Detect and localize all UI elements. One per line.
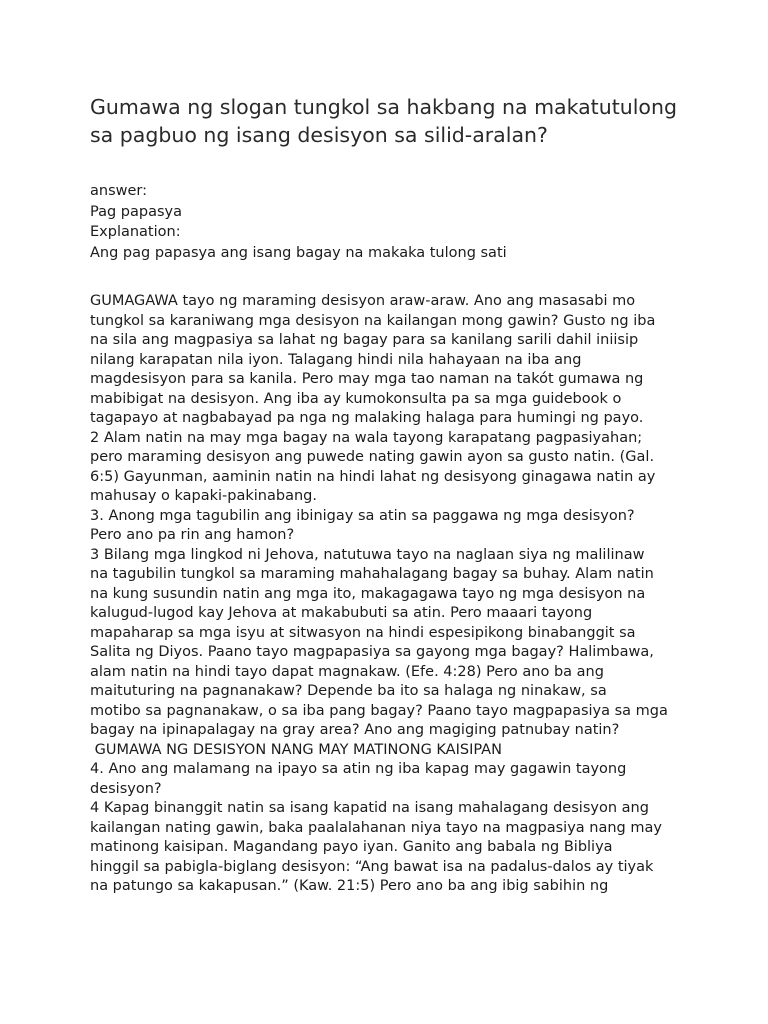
title-line: Gumawa ng slogan tungkol sa hakbang na makatutulong bbox=[90, 95, 677, 119]
explanation-text: Ang pag papasya ang isang bagay na makaka tulong sati bbox=[90, 244, 507, 261]
explanation-label: Explanation: bbox=[90, 224, 181, 240]
body-line: alam natin na hindi tayo dapat magnakaw. (Efe. 4:28) Pero ano ba ang bbox=[90, 663, 604, 680]
body-text bbox=[90, 292, 750, 897]
body-line: 2 Alam natin na may mga bagay na wala tayong karapatang pagpasiyahan; bbox=[90, 429, 643, 446]
body-line: kailangan nating gawin, baka paalalahanan niya tayo na magpasiya nang may bbox=[90, 819, 662, 836]
body-line: 6:5) Gayunman, aaminin natin na hindi lahat ng desisyong ginagawa natin ay bbox=[90, 468, 656, 485]
body-line: matinong kaisipan. Magandang payo iyan. Ganito ang babala ng Bibliya bbox=[90, 839, 613, 855]
body-line: 3. Anong mga tagubilin ang ibinigay sa atin sa paggawa ng mga desisyon? bbox=[90, 507, 635, 524]
body-line: mahusay o kapaki-pakinabang. bbox=[90, 488, 317, 504]
body-line: kalugud-lugod kay Jehova at makabubuti sa atin. Pero maaari tayong bbox=[90, 605, 593, 621]
question-title bbox=[90, 93, 730, 149]
body-line: na tagubilin tungkol sa maraming mahahalagang bagay sa buhay. Alam natin bbox=[90, 566, 654, 582]
body-line: pero maraming desisyon ang puwede nating gawin ayon sa gusto natin. (Gal. bbox=[90, 449, 655, 465]
body-line: desisyon? bbox=[90, 780, 162, 797]
body-line: Pero ano pa rin ang hamon? bbox=[90, 527, 295, 543]
body-line: mapaharap sa mga isyu at sitwasyon na hindi espesipikong binabanggit sa bbox=[90, 624, 636, 641]
body-line: maituturing na pagnanakaw? Depende ba ito sa halaga ng ninakaw, sa bbox=[90, 683, 607, 699]
body-line: GUMAGAWA tayo ng maraming desisyon araw-araw. Ano ang masasabi mo bbox=[90, 293, 636, 309]
body-line: Salita ng Diyos. Paano tayo magpapasiya sa gayong mga bagay? Halimbawa, bbox=[90, 644, 654, 660]
body-line: tagapayo at nagbabayad pa nga ng malaking halaga para humingi ng payo. bbox=[90, 410, 644, 426]
body-line: mabibigat na desisyon. Ang iba ay kumokonsulta pa sa mga guidebook o bbox=[90, 390, 622, 407]
title-line: sa pagbuo ng isang desisyon sa silid-aralan? bbox=[90, 123, 548, 147]
body-line: GUMAWA NG DESISYON NANG MAY MATINONG KAISIPAN bbox=[90, 741, 502, 758]
body-line: 4 Kapag binanggit natin sa isang kapatid na isang mahalagang desisyon ang bbox=[90, 800, 649, 816]
body-line: na kung susundin natin ang mga ito, makagagawa tayo ng mga desisyon na bbox=[90, 585, 646, 602]
body-line: motibo sa pagnanakaw, o sa iba pang bagay? Paano tayo magpapasiya sa mga bbox=[90, 702, 668, 719]
body-line: bagay na ipinapalagay na gray area? Ano ang magiging patnubay natin? bbox=[90, 722, 620, 738]
answer-section bbox=[90, 181, 730, 263]
body-line: tungkol sa karaniwang mga desisyon na kailangan mong gawin? Gusto ng iba bbox=[90, 312, 656, 329]
body-line: nilang karapatan nila iyon. Talagang hindi nila hahayaan na iba ang bbox=[90, 351, 582, 368]
body-line: magdesisyon para sa kanila. Pero may mga tao naman na takót gumawa ng bbox=[90, 371, 644, 387]
body-line: 3 Bilang mga lingkod ni Jehova, natutuwa tayo na naglaan siya ng malilinaw bbox=[90, 546, 645, 563]
answer-label: answer: bbox=[90, 183, 148, 199]
body-line: 4. Ano ang malamang na ipayo sa atin ng iba kapag may gagawin tayong bbox=[90, 761, 627, 777]
body-line: hinggil sa pabigla-biglang desisyon: “Ang bawat isa na padalus-dalos ay tiyak bbox=[90, 858, 654, 875]
answer-text: Pag papasya bbox=[90, 203, 182, 220]
body-line: na sila ang magpasiya sa lahat ng bagay para sa kanilang sarili dahil iniisip bbox=[90, 332, 639, 348]
body-line: na patungo sa kakapusan.” (Kaw. 21:5) Pero ano ba ang ibig sabihin ng bbox=[90, 878, 609, 894]
